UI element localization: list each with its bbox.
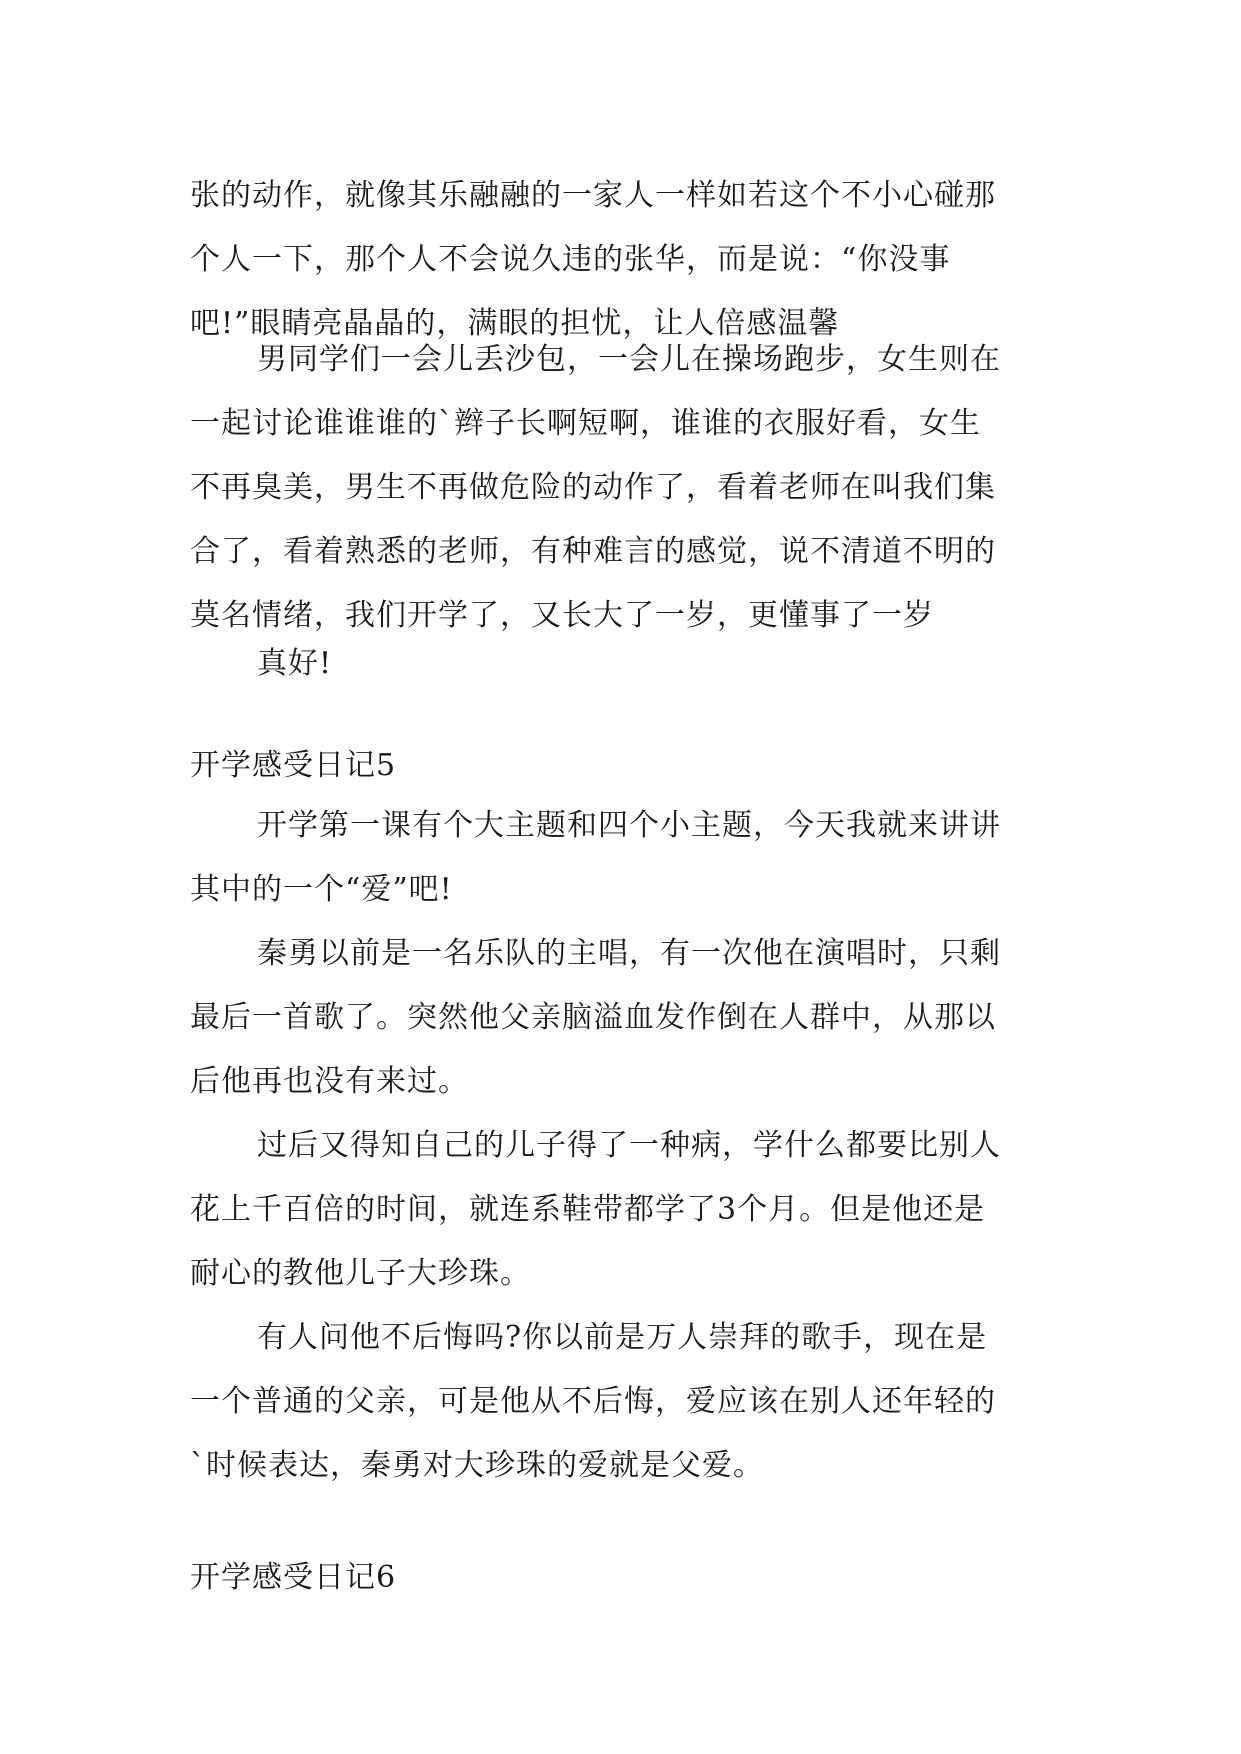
text-line: 个人一下，那个人不会说久违的张华，而是说：“你没事 xyxy=(190,242,951,277)
text-line: 吧!”眼睛亮晶晶的，满眼的担忧，让人倍感温馨 xyxy=(190,306,840,341)
text-line: 过后又得知自己的儿子得了一种病，学什么都要比别人 xyxy=(257,1128,1001,1163)
section5-paragraph-4 xyxy=(190,1306,1060,1498)
section-heading-5: 开学感受日记5 xyxy=(190,748,397,783)
section5-paragraph-2 xyxy=(190,922,1060,1114)
text-line: 花上千百倍的时间，就连系鞋带都学了3个月。但是他还是 xyxy=(190,1192,986,1227)
text-line: 张的动作，就像其乐融融的一家人一样如若这个不小心碰那 xyxy=(190,178,996,213)
text-line: 耐心的教他儿子大珍珠。 xyxy=(190,1256,531,1291)
text-line: 其中的一个“爱”吧! xyxy=(190,872,453,907)
text-line: 最后一首歌了。突然他父亲脑溢血发作倒在人群中，从那以 xyxy=(190,1000,996,1035)
section5-paragraph-3 xyxy=(190,1114,1060,1306)
text-line: 一起讨论谁谁谁的`辫子长啊短啊，谁谁的衣服好看，女生 xyxy=(190,406,981,441)
section5-paragraph-1 xyxy=(190,794,1060,922)
text-line: 真好! xyxy=(257,646,333,681)
text-line: `时候表达，秦勇对大珍珠的爱就是父爱。 xyxy=(190,1448,764,1483)
text-line: 后他再也没有来过。 xyxy=(190,1064,469,1099)
text-line: 开学第一课有个大主题和四个小主题，今天我就来讲讲 xyxy=(257,808,1001,843)
text-line: 秦勇以前是一名乐队的主唱，有一次他在演唱时，只剩 xyxy=(257,936,1001,971)
text-line: 一个普通的父亲，可是他从不后悔，爱应该在别人还年轻的 xyxy=(190,1384,996,1419)
text-line: 男同学们一会儿丢沙包，一会儿在操场跑步，女生则在 xyxy=(257,342,1001,377)
text-line: 合了，看着熟悉的老师，有种难言的感觉，说不清道不明的 xyxy=(190,534,996,569)
text-line: 有人问他不后悔吗?你以前是万人崇拜的歌手，现在是 xyxy=(257,1320,988,1355)
text-line: 莫名情绪，我们开学了，又长大了一岁，更懂事了一岁 xyxy=(190,598,934,633)
section-heading-6: 开学感受日记6 xyxy=(190,1560,397,1595)
paragraph-3 xyxy=(190,632,1060,696)
paragraph-2 xyxy=(190,328,1060,648)
text-line: 不再臭美，男生不再做危险的动作了，看着老师在叫我们集 xyxy=(190,470,996,505)
